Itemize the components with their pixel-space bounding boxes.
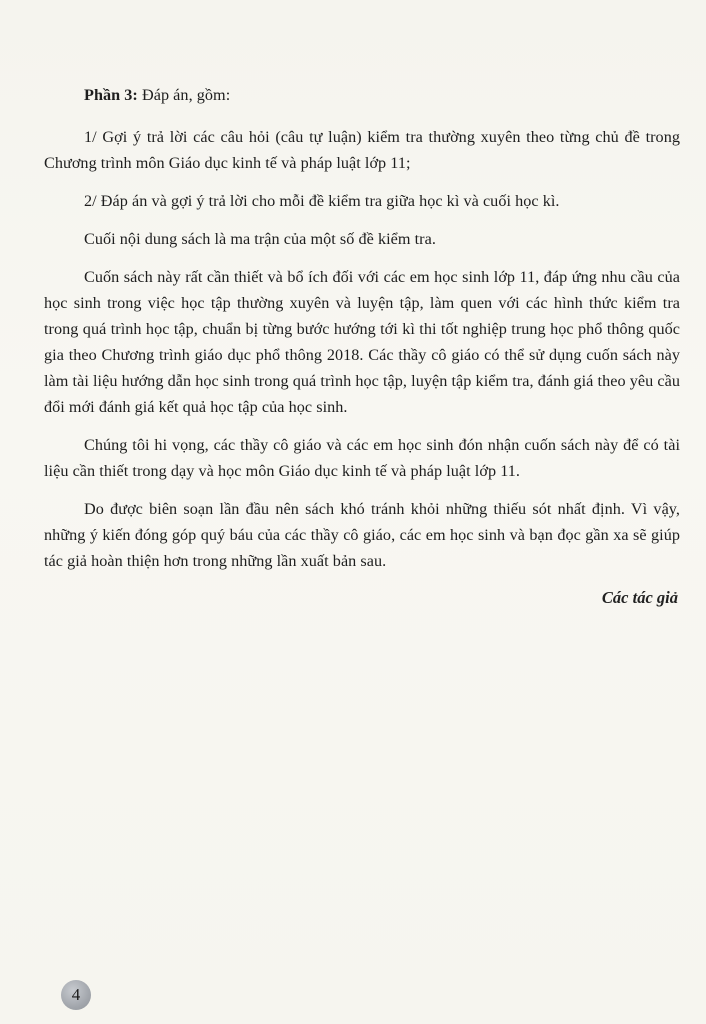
page-number: 4 [71,985,81,1004]
signature: Các tác giả [601,588,678,607]
part-heading-rest: Đáp án, gồm: [137,86,231,104]
part-heading: Phần 3: [84,86,138,104]
paragraph-4: Cuốn sách này rất cần thiết và bổ ích đối với các em học sinh lớp 11, đáp ứng nhu cầu của học sinh trong việc học tập thường xuyên và luyện tập, làm quen với các hình thức kiểm tra trong quá trình học tập, chuẩn bị từng bước hướng tới kì thi tốt nghiệp trung học phổ thông quốc gia theo Chương trình giáo dục phổ thông 2018. Các thầy cô giáo có thể sử dụng cuốn sách này làm tài liệu hướng dẫn học sinh trong quá trình học tập, luyện tập kiểm tra, đánh giá theo yêu cầu đổi mới đánh giá kết quả học tập của học sinh. [44,268,680,416]
paragraph-1: 1/ Gợi ý trả lời các câu hỏi (câu tự luận) kiểm tra thường xuyên theo từng chủ đề trong Chương trình môn Giáo dục kinh tế và pháp luật lớp 11; [44,128,680,172]
part-heading-line [84,82,680,108]
page-number-badge [61,980,91,1010]
page-content [44,82,680,608]
paragraph-2: 2/ Đáp án và gợi ý trả lời cho mỗi đề kiểm tra giữa học kì và cuối học kì. [84,192,560,210]
paragraph-5: Chúng tôi hi vọng, các thầy cô giáo và các em học sinh đón nhận cuốn sách này để có tài liệu cần thiết trong dạy và học môn Giáo dục kinh tế và pháp luật lớp 11. [44,436,680,480]
paragraph-6: Do được biên soạn lần đầu nên sách khó tránh khỏi những thiếu sót nhất định. Vì vậy, những ý kiến đóng góp quý báu của các thầy cô giáo, các em học sinh và bạn đọc gần xa sẽ giúp tác giả hoàn thiện hơn trong những lần xuất bản sau. [44,500,680,570]
paragraph-3: Cuối nội dung sách là ma trận của một số đề kiểm tra. [84,230,436,248]
